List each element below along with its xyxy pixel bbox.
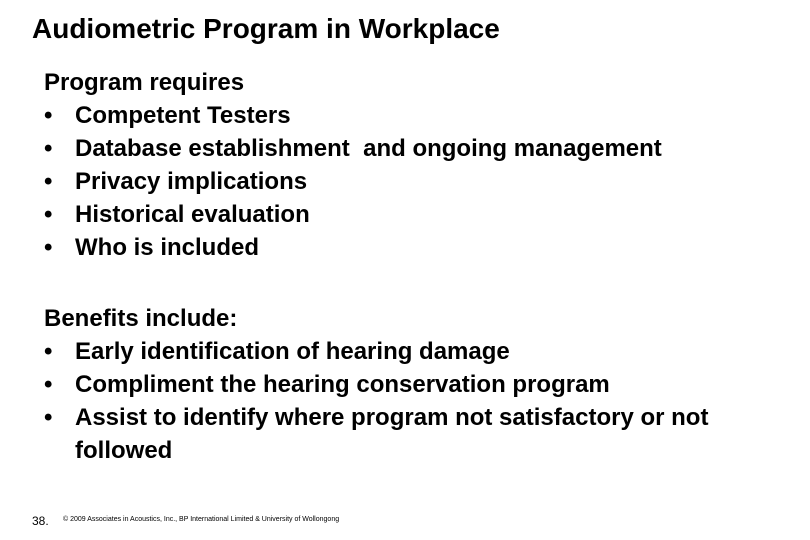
program-requires-list bbox=[44, 99, 662, 264]
list-item-text: Privacy implications bbox=[75, 168, 308, 195]
list-item bbox=[44, 368, 765, 401]
benefits-section bbox=[44, 302, 765, 467]
bullet-icon: • bbox=[44, 135, 53, 162]
benefits-list bbox=[44, 335, 765, 467]
program-requires-heading: Program requires bbox=[44, 69, 245, 96]
copyright-notice: © 2009 Associates in Acoustics, Inc., BP International Limited & University of Wollongong bbox=[63, 516, 340, 523]
list-item bbox=[44, 198, 662, 231]
page-number: 38. bbox=[32, 514, 49, 528]
list-item bbox=[44, 132, 662, 165]
list-item bbox=[44, 99, 662, 132]
list-item bbox=[44, 231, 662, 264]
list-item-text: Historical evaluation bbox=[75, 201, 310, 228]
list-item-text: Competent Testers bbox=[75, 102, 291, 129]
list-item-text: Database establishment and ongoing management bbox=[75, 135, 662, 162]
bullet-icon: • bbox=[44, 371, 53, 398]
list-item-text: Who is included bbox=[75, 234, 259, 261]
list-item-text: Early identification of hearing damage bbox=[75, 338, 510, 365]
benefits-heading: Benefits include: bbox=[44, 305, 238, 332]
list-item bbox=[44, 335, 765, 368]
list-item bbox=[44, 401, 765, 467]
list-item bbox=[44, 165, 662, 198]
bullet-icon: • bbox=[44, 168, 53, 195]
slide-title: Audiometric Program in Workplace bbox=[32, 13, 500, 44]
bullet-icon: • bbox=[44, 338, 53, 365]
bullet-icon: • bbox=[44, 404, 53, 431]
program-requires-section bbox=[44, 66, 662, 264]
list-item-text: Compliment the hearing conservation program bbox=[75, 371, 610, 398]
bullet-icon: • bbox=[44, 201, 53, 228]
bullet-icon: • bbox=[44, 102, 53, 129]
list-item-text: Assist to identify where program not satisfactory or not followed bbox=[75, 404, 709, 464]
bullet-icon: • bbox=[44, 234, 53, 261]
